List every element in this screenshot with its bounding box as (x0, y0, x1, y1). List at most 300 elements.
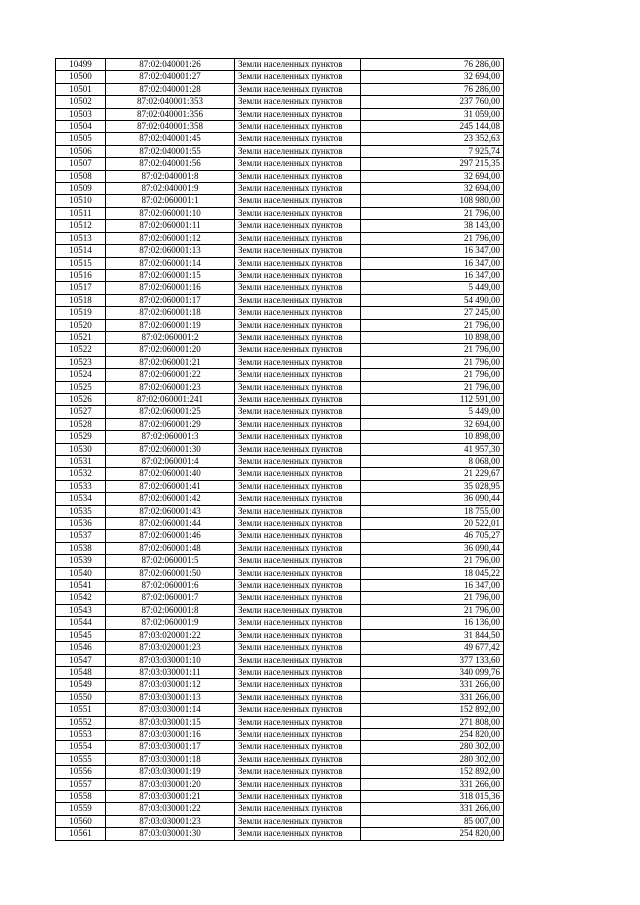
row-number-cell: 10555 (56, 753, 106, 765)
cadastral-value-table (55, 58, 504, 841)
cadastral-number-cell: 87:03:030001:17 (106, 741, 235, 753)
land-category-cell: Земли населенных пунктов (235, 183, 361, 195)
row-number-cell: 10552 (56, 716, 106, 728)
cadastral-number-cell: 87:02:060001:8 (106, 604, 235, 616)
cadastral-value-cell: 76 286,00 (361, 59, 504, 71)
land-category-cell: Земли населенных пунктов (235, 83, 361, 95)
cadastral-number-cell: 87:02:060001:21 (106, 356, 235, 368)
table-row (56, 245, 504, 257)
cadastral-number-cell: 87:03:020001:22 (106, 629, 235, 641)
row-number-cell: 10513 (56, 232, 106, 244)
row-number-cell: 10515 (56, 257, 106, 269)
land-category-cell: Земли населенных пунктов (235, 443, 361, 455)
row-number-cell: 10528 (56, 418, 106, 430)
cadastral-value-cell: 36 090,44 (361, 493, 504, 505)
table-row (56, 456, 504, 468)
land-category-cell: Земли населенных пунктов (235, 567, 361, 579)
cadastral-number-cell: 87:02:040001:8 (106, 170, 235, 182)
table-row (56, 617, 504, 629)
cadastral-value-cell: 16 347,00 (361, 245, 504, 257)
land-category-cell: Земли населенных пунктов (235, 518, 361, 530)
cadastral-number-cell: 87:02:060001:30 (106, 443, 235, 455)
land-category-cell: Земли населенных пунктов (235, 505, 361, 517)
land-category-cell: Земли населенных пунктов (235, 728, 361, 740)
land-category-cell: Земли населенных пунктов (235, 257, 361, 269)
row-number-cell: 10538 (56, 542, 106, 554)
cadastral-value-cell: 21 796,00 (361, 344, 504, 356)
cadastral-number-cell: 87:02:060001:241 (106, 393, 235, 405)
row-number-cell: 10561 (56, 828, 106, 840)
row-number-cell: 10508 (56, 170, 106, 182)
row-number-cell: 10501 (56, 83, 106, 95)
land-category-cell: Земли населенных пунктов (235, 269, 361, 281)
table-row (56, 319, 504, 331)
cadastral-value-cell: 21 796,00 (361, 555, 504, 567)
row-number-cell: 10539 (56, 555, 106, 567)
land-category-cell: Земли населенных пунктов (235, 803, 361, 815)
cadastral-value-cell: 10 898,00 (361, 431, 504, 443)
cadastral-value-cell: 331 266,00 (361, 679, 504, 691)
cadastral-number-cell: 87:02:060001:15 (106, 269, 235, 281)
land-category-cell: Земли населенных пунктов (235, 815, 361, 827)
table-row (56, 468, 504, 480)
table-row (56, 108, 504, 120)
table-row (56, 269, 504, 281)
row-number-cell: 10529 (56, 431, 106, 443)
table-row (56, 369, 504, 381)
cadastral-value-cell: 280 302,00 (361, 753, 504, 765)
row-number-cell: 10504 (56, 121, 106, 133)
table-row (56, 282, 504, 294)
land-category-cell: Земли населенных пунктов (235, 133, 361, 145)
cadastral-number-cell: 87:03:030001:14 (106, 704, 235, 716)
cadastral-number-cell: 87:03:030001:19 (106, 766, 235, 778)
land-category-cell: Земли населенных пунктов (235, 232, 361, 244)
land-category-cell: Земли населенных пунктов (235, 393, 361, 405)
table-row (56, 704, 504, 716)
land-category-cell: Земли населенных пунктов (235, 691, 361, 703)
table-row (56, 170, 504, 182)
cadastral-value-cell: 31 844,50 (361, 629, 504, 641)
land-category-cell: Земли населенных пунктов (235, 778, 361, 790)
land-category-cell: Земли населенных пунктов (235, 71, 361, 83)
table-row (56, 555, 504, 567)
land-category-cell: Земли населенных пунктов (235, 629, 361, 641)
land-category-cell: Земли населенных пунктов (235, 108, 361, 120)
land-category-cell: Земли населенных пунктов (235, 369, 361, 381)
land-category-cell: Земли населенных пунктов (235, 344, 361, 356)
table-row (56, 753, 504, 765)
row-number-cell: 10541 (56, 580, 106, 592)
cadastral-number-cell: 87:03:030001:18 (106, 753, 235, 765)
table-row (56, 443, 504, 455)
cadastral-value-cell: 32 694,00 (361, 183, 504, 195)
land-category-cell: Земли населенных пунктов (235, 828, 361, 840)
cadastral-value-cell: 85 007,00 (361, 815, 504, 827)
table-row (56, 96, 504, 108)
table-row (56, 778, 504, 790)
cadastral-value-cell: 31 059,00 (361, 108, 504, 120)
table-row (56, 232, 504, 244)
cadastral-value-cell: 32 694,00 (361, 170, 504, 182)
cadastral-value-cell: 237 760,00 (361, 96, 504, 108)
cadastral-value-cell: 318 015,36 (361, 790, 504, 802)
cadastral-number-cell: 87:03:020001:23 (106, 642, 235, 654)
table-row (56, 815, 504, 827)
land-category-cell: Земли населенных пунктов (235, 294, 361, 306)
cadastral-value-cell: 340 099,76 (361, 666, 504, 678)
row-number-cell: 10554 (56, 741, 106, 753)
row-number-cell: 10560 (56, 815, 106, 827)
table-row (56, 803, 504, 815)
land-category-cell: Земли населенных пунктов (235, 542, 361, 554)
cadastral-value-cell: 8 068,00 (361, 456, 504, 468)
cadastral-number-cell: 87:02:060001:14 (106, 257, 235, 269)
land-category-cell: Земли населенных пунктов (235, 170, 361, 182)
row-number-cell: 10519 (56, 307, 106, 319)
row-number-cell: 10532 (56, 468, 106, 480)
cadastral-value-cell: 152 892,00 (361, 766, 504, 778)
cadastral-number-cell: 87:02:060001:3 (106, 431, 235, 443)
land-category-cell: Земли населенных пунктов (235, 220, 361, 232)
row-number-cell: 10522 (56, 344, 106, 356)
table-row (56, 542, 504, 554)
row-number-cell: 10536 (56, 518, 106, 530)
row-number-cell: 10510 (56, 195, 106, 207)
cadastral-value-cell: 5 449,00 (361, 406, 504, 418)
cadastral-value-cell: 16 347,00 (361, 269, 504, 281)
table-row (56, 145, 504, 157)
land-category-cell: Земли населенных пунктов (235, 741, 361, 753)
cadastral-value-cell: 254 820,00 (361, 728, 504, 740)
cadastral-value-cell: 377 133,60 (361, 654, 504, 666)
cadastral-value-cell: 108 980,00 (361, 195, 504, 207)
row-number-cell: 10509 (56, 183, 106, 195)
row-number-cell: 10526 (56, 393, 106, 405)
cadastral-number-cell: 87:02:040001:45 (106, 133, 235, 145)
table-row (56, 431, 504, 443)
land-category-cell: Земли населенных пунктов (235, 319, 361, 331)
row-number-cell: 10505 (56, 133, 106, 145)
cadastral-value-cell: 20 522,01 (361, 518, 504, 530)
cadastral-value-cell: 46 705,27 (361, 530, 504, 542)
cadastral-number-cell: 87:02:060001:1 (106, 195, 235, 207)
row-number-cell: 10521 (56, 331, 106, 343)
cadastral-value-cell: 21 796,00 (361, 207, 504, 219)
table-row (56, 629, 504, 641)
cadastral-value-cell: 16 136,00 (361, 617, 504, 629)
cadastral-number-cell: 87:02:060001:48 (106, 542, 235, 554)
cadastral-number-cell: 87:02:040001:356 (106, 108, 235, 120)
row-number-cell: 10531 (56, 456, 106, 468)
table-row (56, 257, 504, 269)
row-number-cell: 10512 (56, 220, 106, 232)
cadastral-number-cell: 87:02:060001:22 (106, 369, 235, 381)
cadastral-number-cell: 87:02:040001:353 (106, 96, 235, 108)
cadastral-number-cell: 87:02:060001:19 (106, 319, 235, 331)
land-category-cell: Земли населенных пунктов (235, 493, 361, 505)
land-category-cell: Земли населенных пунктов (235, 592, 361, 604)
row-number-cell: 10523 (56, 356, 106, 368)
cadastral-value-cell: 21 796,00 (361, 381, 504, 393)
cadastral-number-cell: 87:02:060001:17 (106, 294, 235, 306)
row-number-cell: 10553 (56, 728, 106, 740)
land-category-cell: Земли населенных пунктов (235, 356, 361, 368)
row-number-cell: 10516 (56, 269, 106, 281)
cadastral-number-cell: 87:02:060001:16 (106, 282, 235, 294)
cadastral-number-cell: 87:02:060001:5 (106, 555, 235, 567)
row-number-cell: 10546 (56, 642, 106, 654)
table-row (56, 530, 504, 542)
land-category-cell: Земли населенных пунктов (235, 331, 361, 343)
cadastral-number-cell: 87:02:060001:40 (106, 468, 235, 480)
row-number-cell: 10535 (56, 505, 106, 517)
cadastral-number-cell: 87:02:060001:10 (106, 207, 235, 219)
cadastral-value-cell: 21 796,00 (361, 369, 504, 381)
land-category-cell: Земли населенных пунктов (235, 530, 361, 542)
land-category-cell: Земли населенных пунктов (235, 716, 361, 728)
cadastral-number-cell: 87:02:060001:50 (106, 567, 235, 579)
cadastral-value-cell: 18 045,22 (361, 567, 504, 579)
table-row (56, 381, 504, 393)
cadastral-value-cell: 76 286,00 (361, 83, 504, 95)
cadastral-number-cell: 87:02:060001:7 (106, 592, 235, 604)
land-category-cell: Земли населенных пунктов (235, 307, 361, 319)
cadastral-number-cell: 87:02:040001:9 (106, 183, 235, 195)
table-row (56, 220, 504, 232)
row-number-cell: 10518 (56, 294, 106, 306)
cadastral-value-cell: 21 796,00 (361, 592, 504, 604)
table-row (56, 71, 504, 83)
cadastral-number-cell: 87:03:030001:13 (106, 691, 235, 703)
cadastral-value-cell: 35 028,95 (361, 480, 504, 492)
cadastral-number-cell: 87:03:030001:20 (106, 778, 235, 790)
table-row (56, 480, 504, 492)
cadastral-number-cell: 87:02:060001:42 (106, 493, 235, 505)
row-number-cell: 10545 (56, 629, 106, 641)
row-number-cell: 10547 (56, 654, 106, 666)
land-category-cell: Земли населенных пунктов (235, 158, 361, 170)
row-number-cell: 10507 (56, 158, 106, 170)
row-number-cell: 10537 (56, 530, 106, 542)
cadastral-number-cell: 87:02:060001:20 (106, 344, 235, 356)
land-category-cell: Земли населенных пунктов (235, 207, 361, 219)
cadastral-value-cell: 54 490,00 (361, 294, 504, 306)
land-category-cell: Земли населенных пунктов (235, 654, 361, 666)
row-number-cell: 10559 (56, 803, 106, 815)
row-number-cell: 10540 (56, 567, 106, 579)
row-number-cell: 10520 (56, 319, 106, 331)
land-category-cell: Земли населенных пунктов (235, 96, 361, 108)
land-category-cell: Земли населенных пунктов (235, 282, 361, 294)
table-row (56, 158, 504, 170)
row-number-cell: 10533 (56, 480, 106, 492)
cadastral-number-cell: 87:02:040001:55 (106, 145, 235, 157)
cadastral-value-cell: 36 090,44 (361, 542, 504, 554)
row-number-cell: 10499 (56, 59, 106, 71)
land-category-cell: Земли населенных пунктов (235, 145, 361, 157)
table-row (56, 604, 504, 616)
table-row (56, 741, 504, 753)
cadastral-number-cell: 87:02:060001:11 (106, 220, 235, 232)
table-row (56, 766, 504, 778)
cadastral-number-cell: 87:02:060001:4 (106, 456, 235, 468)
cadastral-number-cell: 87:02:060001:29 (106, 418, 235, 430)
cadastral-number-cell: 87:02:040001:358 (106, 121, 235, 133)
cadastral-number-cell: 87:02:040001:28 (106, 83, 235, 95)
row-number-cell: 10502 (56, 96, 106, 108)
cadastral-value-cell: 245 144,08 (361, 121, 504, 133)
cadastral-value-cell: 21 796,00 (361, 604, 504, 616)
cadastral-value-cell: 152 892,00 (361, 704, 504, 716)
table-row (56, 642, 504, 654)
row-number-cell: 10557 (56, 778, 106, 790)
table-row (56, 356, 504, 368)
cadastral-value-cell: 27 245,00 (361, 307, 504, 319)
cadastral-number-cell: 87:02:060001:9 (106, 617, 235, 629)
land-category-cell: Земли населенных пунктов (235, 59, 361, 71)
cadastral-value-cell: 41 957,30 (361, 443, 504, 455)
table-row (56, 493, 504, 505)
cadastral-value-cell: 32 694,00 (361, 71, 504, 83)
land-category-cell: Земли населенных пунктов (235, 642, 361, 654)
table-row (56, 654, 504, 666)
land-category-cell: Земли населенных пунктов (235, 406, 361, 418)
table-row (56, 406, 504, 418)
table-row (56, 592, 504, 604)
table-row (56, 307, 504, 319)
land-category-cell: Земли населенных пунктов (235, 418, 361, 430)
cadastral-number-cell: 87:03:030001:21 (106, 790, 235, 802)
cadastral-value-cell: 10 898,00 (361, 331, 504, 343)
cadastral-value-cell: 16 347,00 (361, 257, 504, 269)
row-number-cell: 10500 (56, 71, 106, 83)
land-category-cell: Земли населенных пунктов (235, 555, 361, 567)
cadastral-number-cell: 87:02:060001:46 (106, 530, 235, 542)
land-category-cell: Земли населенных пунктов (235, 704, 361, 716)
cadastral-number-cell: 87:03:030001:11 (106, 666, 235, 678)
cadastral-number-cell: 87:02:060001:44 (106, 518, 235, 530)
cadastral-number-cell: 87:03:030001:15 (106, 716, 235, 728)
cadastral-number-cell: 87:03:030001:22 (106, 803, 235, 815)
cadastral-number-cell: 87:03:030001:30 (106, 828, 235, 840)
cadastral-value-cell: 21 229,67 (361, 468, 504, 480)
table-row (56, 195, 504, 207)
row-number-cell: 10525 (56, 381, 106, 393)
cadastral-value-cell: 18 755,00 (361, 505, 504, 517)
land-category-cell: Земли населенных пунктов (235, 580, 361, 592)
row-number-cell: 10551 (56, 704, 106, 716)
table-row (56, 344, 504, 356)
cadastral-value-cell: 331 266,00 (361, 691, 504, 703)
row-number-cell: 10556 (56, 766, 106, 778)
table-row (56, 691, 504, 703)
cadastral-value-cell: 254 820,00 (361, 828, 504, 840)
cadastral-value-cell: 21 796,00 (361, 356, 504, 368)
table-row (56, 505, 504, 517)
row-number-cell: 10543 (56, 604, 106, 616)
land-category-cell: Земли населенных пунктов (235, 753, 361, 765)
land-category-cell: Земли населенных пунктов (235, 245, 361, 257)
table-row (56, 790, 504, 802)
cadastral-number-cell: 87:02:040001:26 (106, 59, 235, 71)
table-body (56, 59, 504, 841)
cadastral-value-cell: 297 215,35 (361, 158, 504, 170)
land-category-cell: Земли населенных пунктов (235, 617, 361, 629)
land-category-cell: Земли населенных пунктов (235, 766, 361, 778)
table-row (56, 666, 504, 678)
table-row (56, 83, 504, 95)
table-row (56, 331, 504, 343)
cadastral-number-cell: 87:02:060001:41 (106, 480, 235, 492)
cadastral-value-cell: 331 266,00 (361, 778, 504, 790)
table-row (56, 728, 504, 740)
table-row (56, 59, 504, 71)
cadastral-number-cell: 87:02:060001:12 (106, 232, 235, 244)
table-row (56, 716, 504, 728)
row-number-cell: 10549 (56, 679, 106, 691)
cadastral-value-cell: 280 302,00 (361, 741, 504, 753)
cadastral-number-cell: 87:03:030001:16 (106, 728, 235, 740)
row-number-cell: 10503 (56, 108, 106, 120)
cadastral-value-cell: 49 677,42 (361, 642, 504, 654)
row-number-cell: 10514 (56, 245, 106, 257)
cadastral-value-cell: 7 925,74 (361, 145, 504, 157)
cadastral-number-cell: 87:03:030001:12 (106, 679, 235, 691)
cadastral-value-cell: 38 143,00 (361, 220, 504, 232)
cadastral-number-cell: 87:02:040001:27 (106, 71, 235, 83)
table-row (56, 828, 504, 840)
land-category-cell: Земли населенных пунктов (235, 604, 361, 616)
cadastral-value-cell: 16 347,00 (361, 580, 504, 592)
cadastral-number-cell: 87:03:030001:10 (106, 654, 235, 666)
table-row (56, 133, 504, 145)
table-row (56, 580, 504, 592)
cadastral-value-cell: 21 796,00 (361, 319, 504, 331)
cadastral-number-cell: 87:02:060001:43 (106, 505, 235, 517)
land-category-cell: Земли населенных пунктов (235, 468, 361, 480)
row-number-cell: 10534 (56, 493, 106, 505)
cadastral-value-cell: 271 808,00 (361, 716, 504, 728)
cadastral-value-cell: 112 591,00 (361, 393, 504, 405)
cadastral-number-cell: 87:02:060001:25 (106, 406, 235, 418)
table-row (56, 393, 504, 405)
table-row (56, 567, 504, 579)
table-row (56, 121, 504, 133)
land-category-cell: Земли населенных пунктов (235, 666, 361, 678)
table-row (56, 679, 504, 691)
land-category-cell: Земли населенных пунктов (235, 480, 361, 492)
table-row (56, 183, 504, 195)
row-number-cell: 10517 (56, 282, 106, 294)
land-category-cell: Земли населенных пунктов (235, 456, 361, 468)
table-row (56, 207, 504, 219)
row-number-cell: 10511 (56, 207, 106, 219)
row-number-cell: 10558 (56, 790, 106, 802)
land-category-cell: Земли населенных пунктов (235, 679, 361, 691)
land-category-cell: Земли населенных пунктов (235, 381, 361, 393)
land-category-cell: Земли населенных пунктов (235, 790, 361, 802)
cadastral-number-cell: 87:03:030001:23 (106, 815, 235, 827)
cadastral-value-cell: 21 796,00 (361, 232, 504, 244)
cadastral-number-cell: 87:02:040001:56 (106, 158, 235, 170)
table-row (56, 518, 504, 530)
row-number-cell: 10527 (56, 406, 106, 418)
land-category-cell: Земли населенных пунктов (235, 195, 361, 207)
row-number-cell: 10550 (56, 691, 106, 703)
row-number-cell: 10530 (56, 443, 106, 455)
row-number-cell: 10548 (56, 666, 106, 678)
